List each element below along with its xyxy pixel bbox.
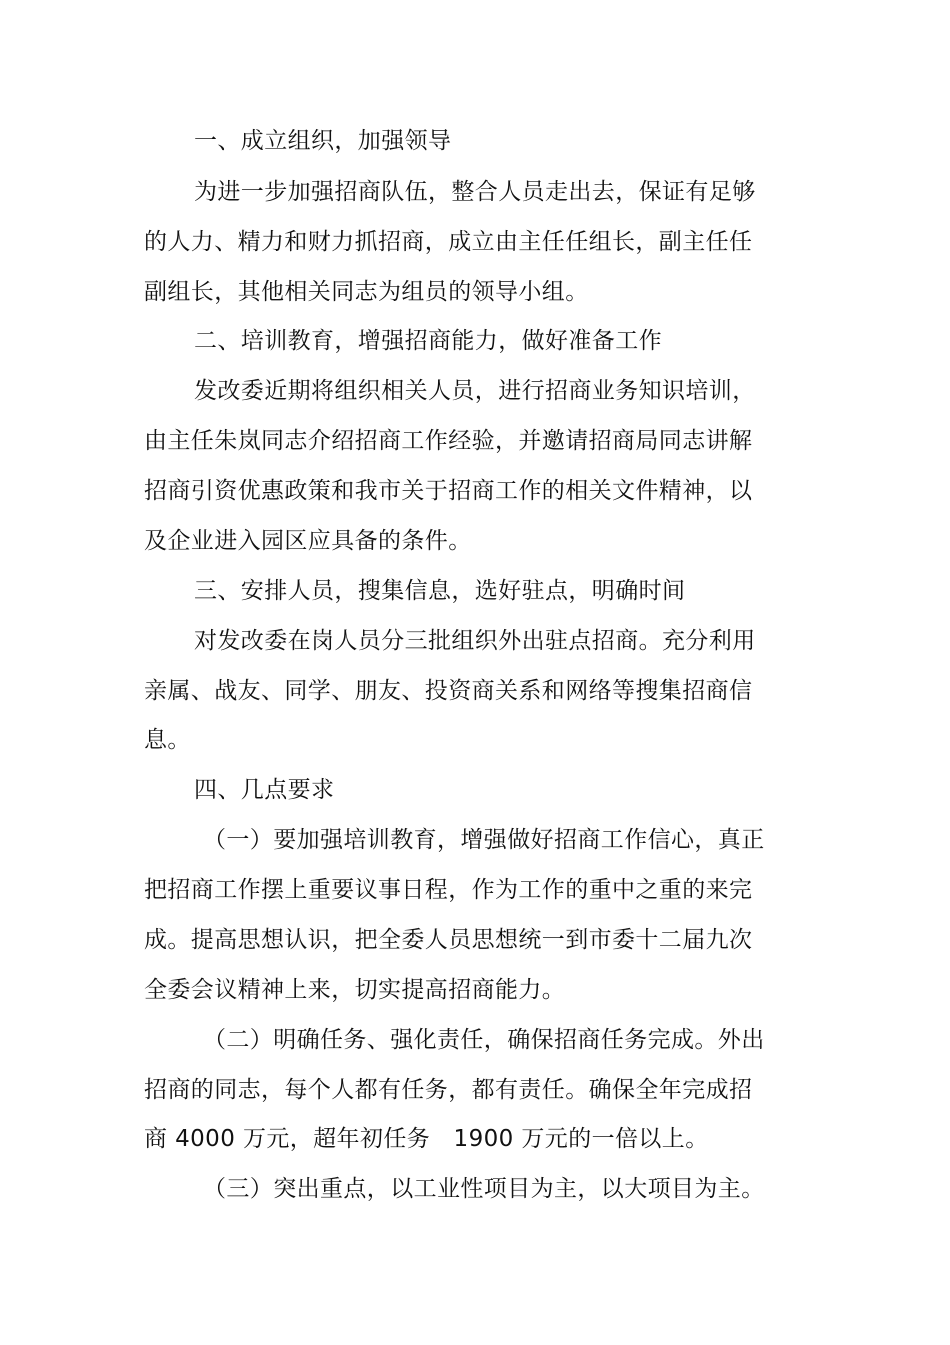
- heading-2: 二、培训教育，增强招商能力，做好准备工作: [194, 328, 662, 354]
- paragraph-line: （二）明确任务、强化责任，确保招商任务完成。外出: [203, 1027, 765, 1053]
- paragraph-line: 息。: [144, 727, 191, 753]
- paragraph-line: 商 4000 万元，超年初任务 1900 万元的一倍以上。: [144, 1126, 709, 1152]
- paragraph-line: （一）要加强培训教育，增强做好招商工作信心，真正: [203, 827, 765, 853]
- paragraph-line: 把招商工作摆上重要议事日程，作为工作的重中之重的来完: [144, 877, 753, 903]
- paragraph-line: 由主任朱岚同志介绍招商工作经验，并邀请招商局同志讲解: [144, 428, 753, 454]
- heading-1: 一、成立组织，加强领导: [194, 128, 452, 154]
- paragraph-line: 发改委近期将组织相关人员，进行招商业务知识培训，: [194, 378, 756, 404]
- heading-4: 四、几点要求: [194, 777, 335, 803]
- paragraph-line: 亲属、战友、同学、朋友、投资商关系和网络等搜集招商信: [144, 678, 753, 704]
- paragraph-line: 对发改委在岗人员分三批组织外出驻点招商。充分利用: [194, 628, 756, 654]
- paragraph-line: 及企业进入园区应具备的条件。: [144, 528, 472, 554]
- paragraph-line: 为进一步加强招商队伍，整合人员走出去，保证有足够: [194, 179, 756, 205]
- paragraph-line: （三）突出重点，以工业性项目为主，以大项目为主。: [203, 1176, 765, 1202]
- paragraph-line: 副组长，其他相关同志为组员的领导小组。: [144, 279, 589, 305]
- paragraph-line: 招商的同志，每个人都有任务，都有责任。确保全年完成招: [144, 1077, 753, 1103]
- paragraph-line: 的人力、精力和财力抓招商，成立由主任任组长，副主任任: [144, 229, 753, 255]
- heading-3: 三、安排人员，搜集信息，选好驻点，明确时间: [194, 578, 686, 604]
- paragraph-line: 全委会议精神上来，切实提高招商能力。: [144, 977, 566, 1003]
- paragraph-line: 成。提高思想认识，把全委人员思想统一到市委十二届九次: [144, 927, 753, 953]
- paragraph-line: 招商引资优惠政策和我市关于招商工作的相关文件精神，以: [144, 478, 753, 504]
